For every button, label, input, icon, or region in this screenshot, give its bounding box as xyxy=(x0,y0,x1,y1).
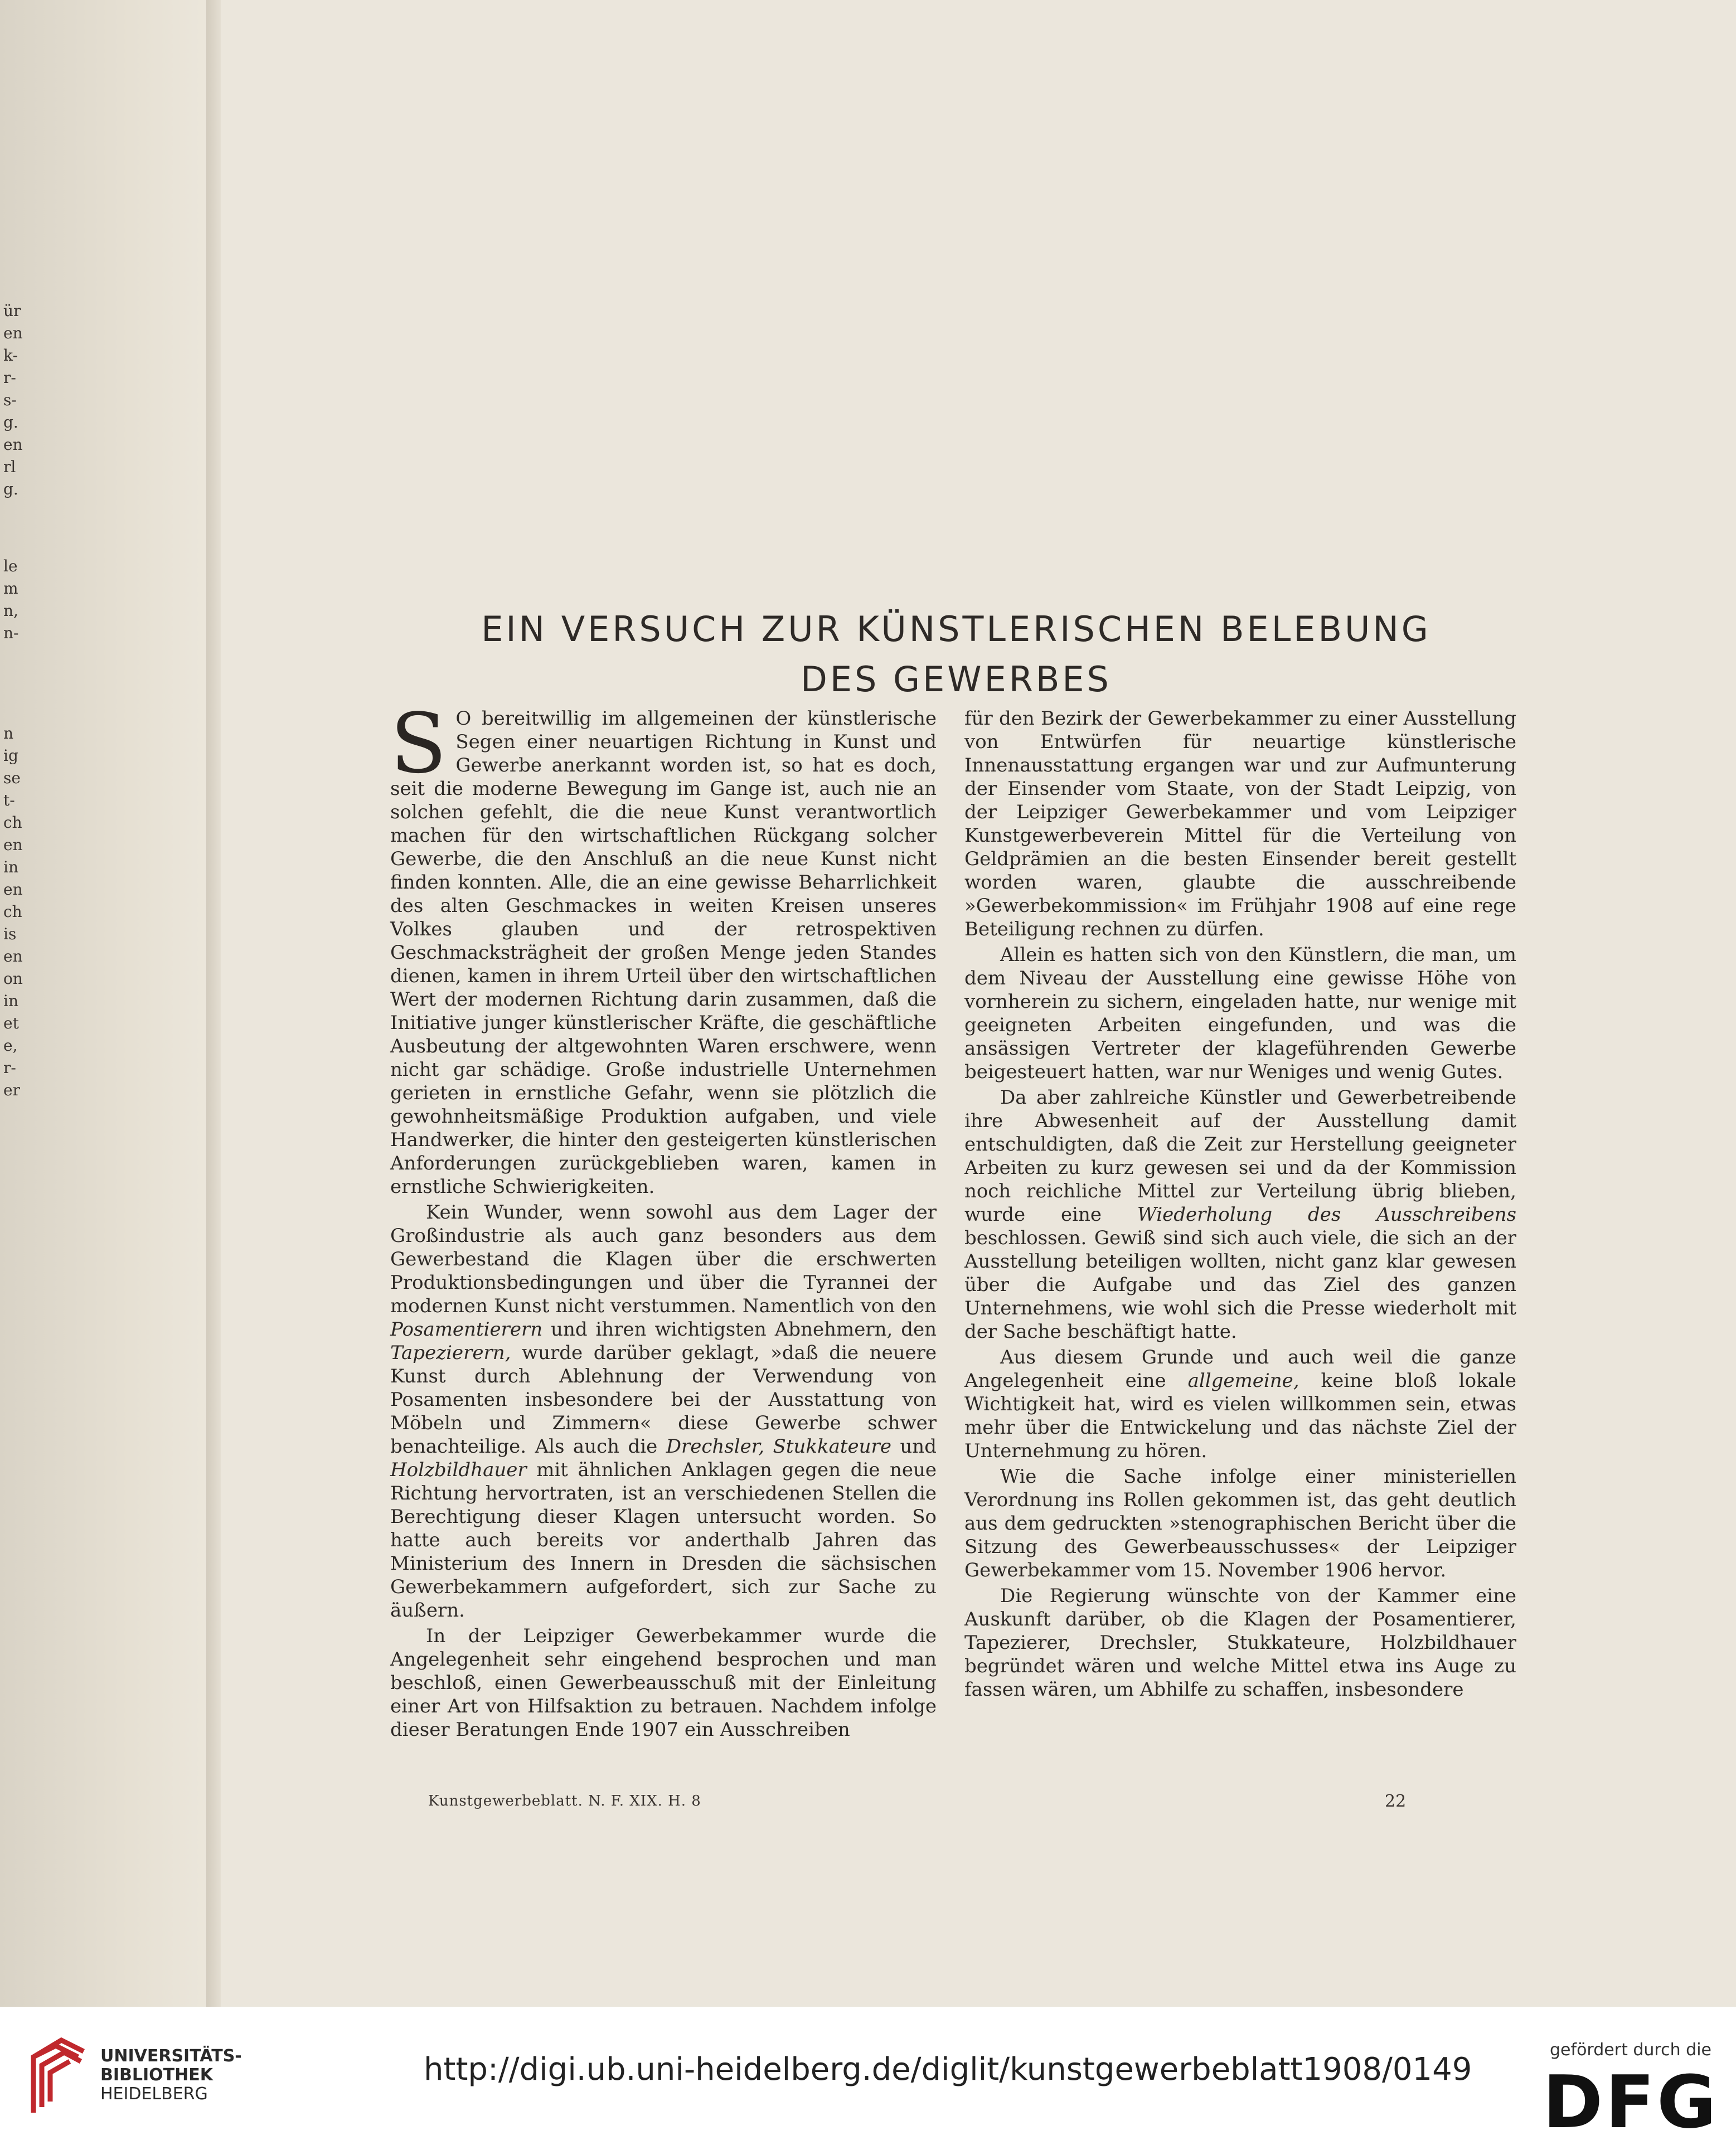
paragraph-text: Allein es hatten sich von den Künstlern, die man, um dem Niveau der Ausstellung eine gewisse Höhe von vornherein zu sichern, eingeladen hatte, nur wenige mit geeigneten Arbeiten eingefunden, und was die ansässigen Vertreter der klageführenden Gewerbe beigesteuert hatten, war nur Weniges und wenig Gutes. xyxy=(964,944,1516,1083)
emphasis: Wiederholung des Ausschreibens xyxy=(1137,1203,1516,1226)
emphasis: Drechsler, Stukkateure xyxy=(666,1435,891,1458)
library-name-line-2: BIBLIOTHEK xyxy=(100,2065,213,2085)
margin-fragment-1: ür en k- r- s- g. en rl g. xyxy=(3,302,23,498)
paragraph-text: Wie die Sache infolge einer ministeriellen Verordnung ins Rollen gekommen ist, das geht deutlich aus dem gedruckten »stenographischen Bericht über die Sitzung des Gewerbeausschusses« der Leipziger Gewerbekammer vom 15. November 1906 hervor. xyxy=(964,1465,1516,1581)
paragraph xyxy=(390,1624,937,1741)
paragraph-text: In der Leipziger Gewerbekammer wurde die Angelegenheit sehr eingehend besprochen und man beschloß, einen Gewerbeausschuß mit der Einleitung einer Art von Hilfsaktion zu betrauen. Nachdem infolge dieser Beratungen Ende 1907 ein Ausschreiben xyxy=(390,1625,937,1741)
paragraph-text: O bereitwillig im allgemeinen der künstlerische Segen einer neuartigen Richtung in Kunst und Gewerbe anerkannt worden ist, so hat es doch, seit die moderne Bewegung im Gange ist, auch nie an solchen gefehlt, die die neue Kunst verantwortlich machen für den wirtschaftlichen Rückgang solcher Gewerbe, die den Anschluß an die neue Kunst nicht finden konnten. Alle, die an eine gewisse Beharrlichkeit des alten Geschmackes in weiten Kreisen unseres Volkes glauben und der retrospektiven Geschmacksträgheit der großen Menge jeden Standes dienen, kamen in ihrem Urteil über den wirtschaftlichen Wert der modernen Richtung darin zusammen, daß die Initiative junger künstlerischer Kräfte, die geschäftliche Ausbeutung der altgewohnten Waren erschwere, wenn nicht gar schädige. Große industrielle Unternehmen gerieten in ernstliche Gefahr, wenn sie plötzlich die gewohnheitsmäßige Produktion aufgaben, und viele Handwerker, die hinter den gesteigerten künstlerischen Anforderungen zurückgeblieben waren, kamen in ernstliche Schwierigkeiten. xyxy=(390,707,937,1198)
emphasis: allgemeine, xyxy=(1187,1370,1299,1392)
funding-text: gefördert durch die xyxy=(1550,2040,1711,2060)
page-number: 22 xyxy=(1385,1792,1407,1811)
library-logo-icon xyxy=(22,2035,89,2118)
previous-page-edge xyxy=(0,0,217,2007)
text-column-left xyxy=(390,696,937,1811)
paragraph-text: keine bloß lokale Wichtigkeit hat, wird es vielen willkommen sein, etwas mehr über die Entwickelung und das nächste Ziel der Unternehmung zu hören. xyxy=(964,1370,1516,1462)
permalink-url[interactable]: http://digi.ub.uni-heidelberg.de/diglit/kunstgewerbeblatt1908/0149 xyxy=(424,2051,1472,2088)
paragraph xyxy=(964,943,1516,1084)
emphasis: Tapezierern, xyxy=(390,1342,511,1364)
paragraph-text: Die Regierung wünschte von der Kammer eine Auskunft darüber, ob die Klagen der Posamentierer, Tapezierer, Drechsler, Stukkateure, Holzbildhauer begründet wären und welche Mittel etwa ins Auge zu fassen wären, um Abhilfe zu schaffen, insbesondere xyxy=(964,1585,1516,1701)
paragraph xyxy=(964,1465,1516,1582)
drop-cap: S xyxy=(390,696,447,792)
text-column-right xyxy=(964,707,1516,1811)
journal-footer: Kunstgewerbeblatt. N. F. XIX. H. 8 xyxy=(428,1793,701,1809)
paragraph xyxy=(964,1584,1516,1701)
book-gutter xyxy=(206,0,221,2007)
funding-notice xyxy=(1539,2040,1723,2144)
article-title-line-1: EIN VERSUCH ZUR KÜNSTLERISCHEN BELEBUNG xyxy=(481,608,1431,649)
emphasis: Holzbildhauer xyxy=(390,1459,527,1481)
paragraph-text: für den Bezirk der Gewerbekammer zu einer Ausstellung von Entwürfen für neuartige künstlerische Innenausstattung ergangen war und zur Aufmunterung der Einsender vom Staate, von der Stadt Leipzig, von der Leipziger Gewerbekammer und vom Leipziger Kunstgewerbeverein Mittel für die Verteilung von Geldprämien an die besten Einsender bereit gestellt worden waren, glaubte die ausschreibende »Gewerbekommission« im Frühjahr 1908 auf eine rege Beteiligung rechnen zu dürfen. xyxy=(964,707,1516,940)
library-name-line-3: HEIDELBERG xyxy=(100,2084,208,2104)
paragraph xyxy=(390,1201,937,1622)
paragraph-text: Da aber zahlreiche Künstler und Gewerbetreibende ihre Abwesenheit auf der Ausstellung damit entschuldigten, daß die Zeit zur Herstellung geeigneter Arbeiten zu kurz gewesen sei und da der Kommission noch reichliche Mittel zur Verteilung übrig blieben, wurde eine xyxy=(964,1086,1516,1226)
library-name-line-1: UNIVERSITÄTS- xyxy=(100,2046,242,2066)
paragraph-text: und ihren wichtigsten Abnehmern, den xyxy=(542,1318,937,1341)
emphasis: Posamentierern xyxy=(390,1318,543,1341)
paragraph-text: und xyxy=(891,1435,937,1458)
paragraph xyxy=(964,707,1516,941)
paragraph-text: mit ähnlichen Anklagen gegen die neue Richtung hervortraten, ist an verschiedenen Stellen die Berechtigung dieser Klagen untersucht worden. So hatte auch bereits vor anderthalb Jahren das Ministerium des Innern in Dresden die sächsischen Gewerbekammern aufgefordert, sich zur Sache zu äußern. xyxy=(390,1459,937,1622)
paragraph xyxy=(964,1086,1516,1343)
paragraph-text: Kein Wunder, wenn sowohl aus dem Lager der Großindustrie als auch ganz besonders aus dem Gewerbestand die Klagen über die erschwerten Produktionsbedingungen und über die Tyrannei der modernen Kunst nicht verstummen. Namentlich von den xyxy=(390,1201,937,1317)
paragraph-text: beschlossen. Gewiß sind sich auch viele, die sich an der Ausstellung beteiligen wollten, nicht ganz klar gewesen über die Aufgabe und das Ziel des ganzen Unternehmens, wie wohl sich die Presse wiederholt mit der Sache beschäftigt hatte. xyxy=(964,1227,1516,1343)
paragraph xyxy=(964,1346,1516,1463)
paragraph-text: Aus diesem Grunde und auch weil die ganze Angelegenheit eine xyxy=(964,1346,1516,1392)
paragraph-text: wurde darüber geklagt, »daß die neuere Kunst durch Ablehnung der Verwendung von Posamenten insbesondere bei der Ausstattung von Möbeln und Zimmern« diese Gewerbe schwer benachteilige. Als auch die xyxy=(390,1342,937,1458)
article-title-line-2: DES GEWERBES xyxy=(801,658,1112,700)
paragraph xyxy=(390,696,937,1198)
library-name xyxy=(100,2047,242,2104)
margin-fragment-2: le m n, n- xyxy=(3,557,19,642)
margin-fragment-3: n ig se t- ch en in en ch is en on in et e, r- er xyxy=(3,724,23,1099)
dfg-logo: DFG xyxy=(1543,2060,1719,2144)
